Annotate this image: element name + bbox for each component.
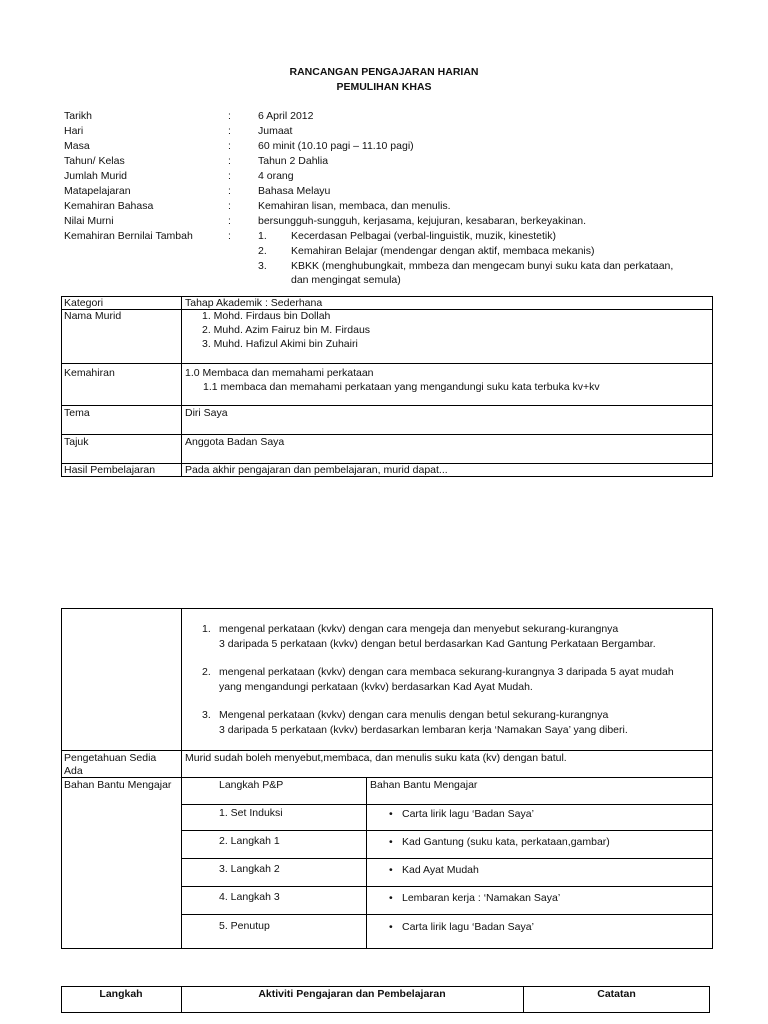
- header-label-masa: Masa: [64, 140, 90, 152]
- row-divider: [181, 858, 713, 859]
- header-label-tarikh: Tarikh: [64, 110, 93, 122]
- hasil-label: Hasil Pembelajaran: [64, 464, 156, 476]
- murid-item: 1. Mohd. Firdaus bin Dollah: [202, 310, 331, 322]
- pengetahuan-label-cont: Ada: [64, 765, 83, 777]
- row-divider: [61, 309, 713, 310]
- bullet-icon: •: [389, 836, 393, 848]
- header-value-jumlah-murid: 4 orang: [258, 170, 294, 182]
- objective-num: 2.: [202, 666, 211, 678]
- row-divider: [61, 363, 713, 364]
- bahan-item: Kad Ayat Mudah: [402, 864, 479, 876]
- kemahiran-line-1: 1.0 Membaca dan memahami perkataan: [185, 367, 374, 379]
- objective-line: 3 daripada 5 perkataan (kvkv) dengan betul berdasarkan Kad Gantung Perkataan Bergambar.: [219, 638, 656, 650]
- kategori-value: Tahap Akademik : Sederhana: [185, 297, 323, 309]
- tema-value: Diri Saya: [185, 407, 228, 419]
- header-colon: :: [228, 230, 231, 242]
- kbt-text-1: Kecerdasan Pelbagai (verbal-linguistik, muzik, kinestetik): [291, 230, 556, 242]
- header-value-matapelajaran: Bahasa Melayu: [258, 185, 331, 197]
- objective-line: Mengenal perkataan (kvkv) dengan cara menulis dengan betul sekurang-kurangnya: [219, 709, 609, 721]
- header-label-jumlah-murid: Jumlah Murid: [64, 170, 128, 182]
- bullet-icon: •: [389, 892, 393, 904]
- objective-num: 3.: [202, 709, 211, 721]
- row-divider: [181, 886, 713, 887]
- row-divider: [61, 777, 713, 778]
- header-colon: :: [228, 140, 231, 152]
- header-colon: :: [228, 170, 231, 182]
- row-divider: [181, 804, 713, 805]
- col-header-catatan: Catatan: [597, 988, 636, 1000]
- header-colon: :: [228, 155, 231, 167]
- bahan-item: Kad Gantung (suku kata, perkataan,gambar): [402, 836, 610, 848]
- row-divider: [61, 750, 713, 751]
- header-value-kemahiran-bahasa: Kemahiran lisan, membaca, dan menulis.: [258, 200, 451, 212]
- header-colon: :: [228, 200, 231, 212]
- row-divider: [181, 914, 713, 915]
- kbt-text-2: Kemahiran Belajar (mendengar dengan aktif, membaca mekanis): [291, 245, 595, 257]
- kemahiran-line-2: 1.1 membaca dan memahami perkataan yang mengandungi suku kata terbuka kv+kv: [203, 381, 600, 393]
- document-title: RANCANGAN PENGAJARAN HARIAN: [289, 66, 479, 78]
- bbm-label: Bahan Bantu Mengajar: [64, 779, 172, 791]
- col-header-bbm: Bahan Bantu Mengajar: [370, 779, 478, 791]
- pengetahuan-label: Pengetahuan Sedia: [64, 752, 157, 764]
- bullet-icon: •: [389, 808, 393, 820]
- langkah-item: 2. Langkah 1: [219, 835, 280, 847]
- murid-item: 3. Muhd. Hafizul Akimi bin Zuhairi: [202, 338, 358, 350]
- murid-item: 2. Muhd. Azim Fairuz bin M. Firdaus: [202, 324, 371, 336]
- header-value-masa: 60 minit (10.10 pagi – 11.10 pagi): [258, 140, 414, 152]
- objective-num: 1.: [202, 623, 211, 635]
- header-colon: :: [228, 110, 231, 122]
- header-value-tarikh: 6 April 2012: [258, 110, 314, 122]
- row-divider: [181, 830, 713, 831]
- col-header-langkah: Langkah P&P: [219, 779, 284, 791]
- hasil-value: Pada akhir pengajaran dan pembelajaran, murid dapat...: [185, 464, 448, 476]
- header-value-nilai-murni: bersungguh-sungguh, kerjasama, kejujuran, kesabaran, berkeyakinan.: [258, 215, 587, 227]
- kbt-text-3-cont: dan mengingat semula): [291, 274, 401, 286]
- objective-line: 3 daripada 5 perkataan (kvkv) berdasarkan lembaran kerja ‘Namakan Saya’ yang diberi.: [219, 724, 628, 736]
- kbt-text-3: KBKK (menghubungkait, mmbeza dan mengecam bunyi suku kata dan perkataan,: [291, 260, 674, 272]
- kbt-num-2: 2.: [258, 245, 267, 257]
- header-label-kemahiran-bernilai-tambah: Kemahiran Bernilai Tambah: [64, 230, 193, 242]
- header-value-kelas: Tahun 2 Dahlia: [258, 155, 329, 167]
- kbt-num-3: 3.: [258, 260, 267, 272]
- bullet-icon: •: [389, 921, 393, 933]
- pengetahuan-value: Murid sudah boleh menyebut,membaca, dan menulis suku kata (kv) dengan batul.: [185, 752, 567, 764]
- header-label-hari: Hari: [64, 125, 84, 137]
- header-colon: :: [228, 125, 231, 137]
- bahan-item: Carta lirik lagu ‘Badan Saya’: [402, 808, 534, 820]
- column-divider: [366, 777, 367, 949]
- row-divider: [61, 405, 713, 406]
- kategori-label: Kategori: [64, 297, 104, 309]
- column-divider: [181, 296, 182, 477]
- column-divider: [181, 608, 182, 949]
- objective-line: mengenal perkataan (kvkv) dengan cara membaca sekurang-kurangnya 3 daripada 5 ayat mudah: [219, 666, 674, 678]
- tema-label: Tema: [64, 407, 90, 419]
- header-label-kemahiran-bahasa: Kemahiran Bahasa: [64, 200, 154, 212]
- header-label-matapelajaran: Matapelajaran: [64, 185, 131, 197]
- header-label-kelas: Tahun/ Kelas: [64, 155, 125, 167]
- objective-line: yang mengandungi perkataan (kvkv) berdasarkan Kad Ayat Mudah.: [219, 681, 533, 693]
- kbt-num-1: 1.: [258, 230, 267, 242]
- langkah-item: 5. Penutup: [219, 920, 270, 932]
- document-subtitle: PEMULIHAN KHAS: [336, 81, 432, 93]
- header-label-nilai-murni: Nilai Murni: [64, 215, 114, 227]
- bahan-item: Lembaran kerja : ‘Namakan Saya’: [402, 892, 561, 904]
- tajuk-value: Anggota Badan Saya: [185, 436, 285, 448]
- langkah-item: 3. Langkah 2: [219, 863, 280, 875]
- bullet-icon: •: [389, 864, 393, 876]
- objective-line: mengenal perkataan (kvkv) dengan cara mengeja dan menyebut sekurang-kurangnya: [219, 623, 619, 635]
- langkah-item: 4. Langkah 3: [219, 891, 280, 903]
- row-divider: [61, 434, 713, 435]
- tajuk-label: Tajuk: [64, 436, 89, 448]
- nama-murid-label: Nama Murid: [64, 310, 122, 322]
- header-colon: :: [228, 185, 231, 197]
- col-header-langkah: Langkah: [99, 988, 143, 1000]
- langkah-item: 1. Set Induksi: [219, 807, 283, 819]
- col-header-aktiviti: Aktiviti Pengajaran dan Pembelajaran: [258, 988, 446, 1000]
- header-colon: :: [228, 215, 231, 227]
- header-value-hari: Jumaat: [258, 125, 293, 137]
- kemahiran-label: Kemahiran: [64, 367, 115, 379]
- bahan-item: Carta lirik lagu ‘Badan Saya’: [402, 921, 534, 933]
